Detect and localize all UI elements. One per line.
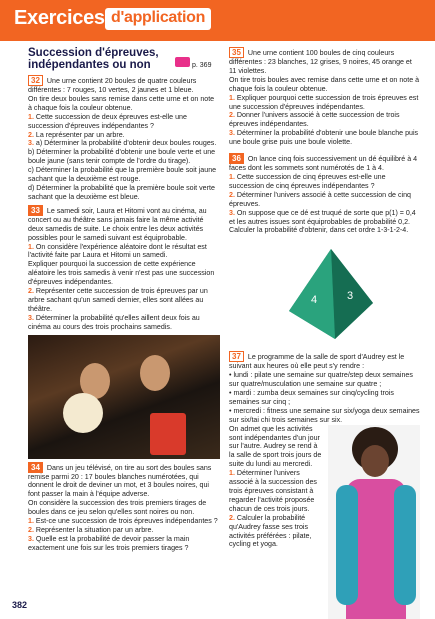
cinema-photo	[28, 335, 220, 459]
question-number: 3.	[28, 139, 34, 148]
exercise-intro: Une urne contient 100 boules de cinq couleurs différentes : 23 blanches, 12 grises, 9 noires, 45 orange et 11 violettes.	[229, 49, 412, 75]
question-number: 1.	[28, 242, 34, 251]
question-text: Cette succession de deux épreuves est-elle une succession d'épreuves indépendantes ?	[28, 112, 187, 130]
question-number: 1.	[229, 93, 235, 102]
exercise-number: 32	[28, 75, 43, 86]
question-text: Expliquer pourquoi la succession de cette expérience aléatoire les trois samedis à venir n'est pas une succession d'épreuves indépendantes.	[28, 260, 215, 287]
popcorn	[63, 393, 103, 433]
page-number: 382	[12, 600, 28, 610]
exercise-setup: On tire trois boules avec remise dans cette urne et on note à chaque fois la couleur obtenue.	[229, 75, 420, 93]
exercise-number: 37	[229, 351, 244, 362]
question-number: 1.	[28, 517, 34, 526]
question-number: 2.	[229, 513, 235, 522]
question-text: Cette succession de cinq épreuves est-elle une succession de cinq épreuves indépendantes ?	[229, 172, 386, 190]
question-number: 2.	[229, 190, 235, 199]
bullet-item: • lundi : pilate une semaine sur quatre/step deux semaines sur quatre/musculation une semaine sur quatre ;	[229, 371, 413, 389]
die-illustration	[269, 241, 389, 345]
exercise-number: 36	[229, 153, 244, 164]
question-text: Déterminer la probabilité d'obtenir une boule blanche puis une boule grise puis une boule violette.	[229, 129, 419, 147]
exercise-number: 35	[229, 47, 244, 58]
section-title-line1: Succession d'épreuves,	[28, 47, 159, 59]
svg-text:3: 3	[347, 290, 354, 303]
exercise-setup: On considère la succession des trois premiers tirages de boules dans ce jeu selon qu'elles sont noires ou non.	[28, 499, 207, 517]
bullet-item: • mardi : zumba deux semaines sur cinq/cycling trois semaines sur cinq ;	[229, 389, 394, 406]
yoga-mat	[336, 485, 358, 605]
question-text: Représenter la situation par un arbre.	[35, 526, 154, 534]
question-text: On considère l'expérience aléatoire dont le résultat est l'activité faite par Laura et Hitomi un samedi.	[28, 242, 207, 260]
question-text: Déterminer la probabilité qu'elles aillent deux fois au cinéma au cours des trois prochains samedis.	[28, 313, 200, 331]
question-text: c) Déterminer la probabilité que la première boule soit jaune sachant que la deuxième est rouge.	[28, 166, 217, 184]
question-text: Expliquer pourquoi cette succession de trois épreuves est une succession d'épreuves indépendantes.	[229, 93, 419, 111]
exercise-setup: On tire deux boules sans remise dans cette urne et on note à chaque fois la couleur obtenue.	[28, 94, 215, 112]
exercise-intro: Une urne contient 20 boules de quatre couleurs différentes : 7 rouges, 10 vertes, 2 jaunes et 1 bleue.	[28, 77, 197, 94]
question-number: 3.	[229, 208, 235, 217]
exercise-intro: On lance cinq fois successivement un dé équilibré à 4 faces dont les sommets sont numérotés de 1 à 4.	[229, 155, 418, 173]
question-number: 2.	[28, 287, 34, 296]
question-text: Donner l'univers associé à cette succession de trois épreuves indépendantes.	[229, 111, 400, 129]
question-number: 1.	[28, 112, 34, 121]
question-number: 2.	[28, 130, 34, 139]
section-title-line2: indépendantes ou non	[28, 59, 151, 71]
section-title	[28, 47, 220, 75]
question-text: Représenter cette succession de trois épreuves par un arbre sachant qu'un samedi dernier, elles sont allées au théâtre.	[28, 287, 208, 313]
header-badge: d'application	[105, 8, 211, 30]
question-text: Calculer la probabilité qu'Audrey fasse ses trois activités préférées : pilate, cycling et yoga.	[229, 513, 312, 549]
exercise-intro: Le programme de la salle de sport d'Audrey est le suivant aux heures où elle peut s'y rendre :	[229, 353, 405, 371]
question-number: 1.	[229, 172, 235, 181]
right-column	[229, 47, 420, 619]
exercise-35	[229, 47, 420, 147]
popcorn-bucket	[150, 413, 186, 455]
question-text: La représenter par un arbre.	[35, 130, 125, 139]
left-column	[28, 47, 220, 556]
question-number: 1.	[229, 469, 235, 478]
person-face	[140, 355, 170, 391]
exercise-32	[28, 75, 220, 202]
book-icon	[175, 57, 190, 67]
question-number: 3.	[28, 313, 34, 322]
question-text: a) Déterminer la probabilité d'obtenir deux boules rouges.	[35, 139, 217, 148]
yoga-mat	[394, 485, 416, 605]
question-number: 2.	[28, 526, 34, 534]
question-text: Quelle est la probabilité de devoir passer la main exactement une fois sur les trois premiers tirages ?	[28, 534, 190, 552]
exercise-36	[229, 153, 420, 235]
question-number: 2.	[229, 111, 235, 120]
header-title: Exercices	[14, 7, 105, 29]
person-face	[361, 445, 389, 477]
exercise-number: 34	[28, 462, 43, 473]
exercise-33	[28, 205, 220, 332]
question-text: Déterminer l'univers associé à cette succession de cinq épreuves.	[229, 190, 411, 208]
bullet-item: • mercredi : fitness une semaine sur six/yoga deux semaines sur six/tai chi trois semaines sur six.	[229, 406, 420, 424]
exercise-37	[229, 351, 420, 549]
exercise-setup: On admet que les activités sont indépendantes d'un jour sur l'autre. Audrey se rend à la salle de sport trois jours de suite du lundi au mercredi.	[229, 424, 322, 469]
exercise-intro: Le samedi soir, Laura et Hitomi vont au cinéma, au concert ou au théâtre sans jamais faire la même activité deux samedis de suite. Le choix entre les deux activités possibles pour le samedi suivant est équiprobable.	[28, 206, 207, 242]
page-reference: p. 369	[192, 62, 212, 69]
tetrahedral-die-image	[269, 241, 389, 345]
question-text: Déterminer l'univers associé à la succession des trois épreuves consistant à regarder l'activité proposée chacun de ces trois jours.	[229, 469, 317, 513]
question-number: 3.	[229, 129, 235, 138]
exercise-34	[28, 462, 220, 553]
question-text: b) Déterminer la probabilité d'obtenir une boule verte et une boule jaune (sans tenir compte de l'ordre du tirage).	[28, 148, 216, 166]
question-number: 3.	[28, 534, 34, 543]
question-text: Est-ce une succession de trois épreuves indépendantes ?	[35, 517, 218, 526]
exercise-intro: Dans un jeu télévisé, on tire au sort des boules sans remise parmi 20 : 17 boules blanches numérotées, qui donnent le droit de deviner un mot, et 3 boules noires, qui font passer la main à l'équipe adverse.	[28, 463, 212, 499]
gym-woman-photo	[328, 425, 420, 619]
question-text: d) Déterminer la probabilité que la première boule soit verte sachant que la deuxième est bleue.	[28, 183, 215, 201]
svg-text:4: 4	[311, 294, 318, 307]
page-header	[0, 0, 435, 41]
question-text: On suppose que ce dé est truqué de sorte que p(1) = 0,4 et les autres issues sont équiprobables de probabilité 0,2. Calculer la probabilité d'obtenir, dans cet ordre 1-3-1-2-4.	[229, 208, 416, 235]
exercise-number: 33	[28, 205, 43, 216]
